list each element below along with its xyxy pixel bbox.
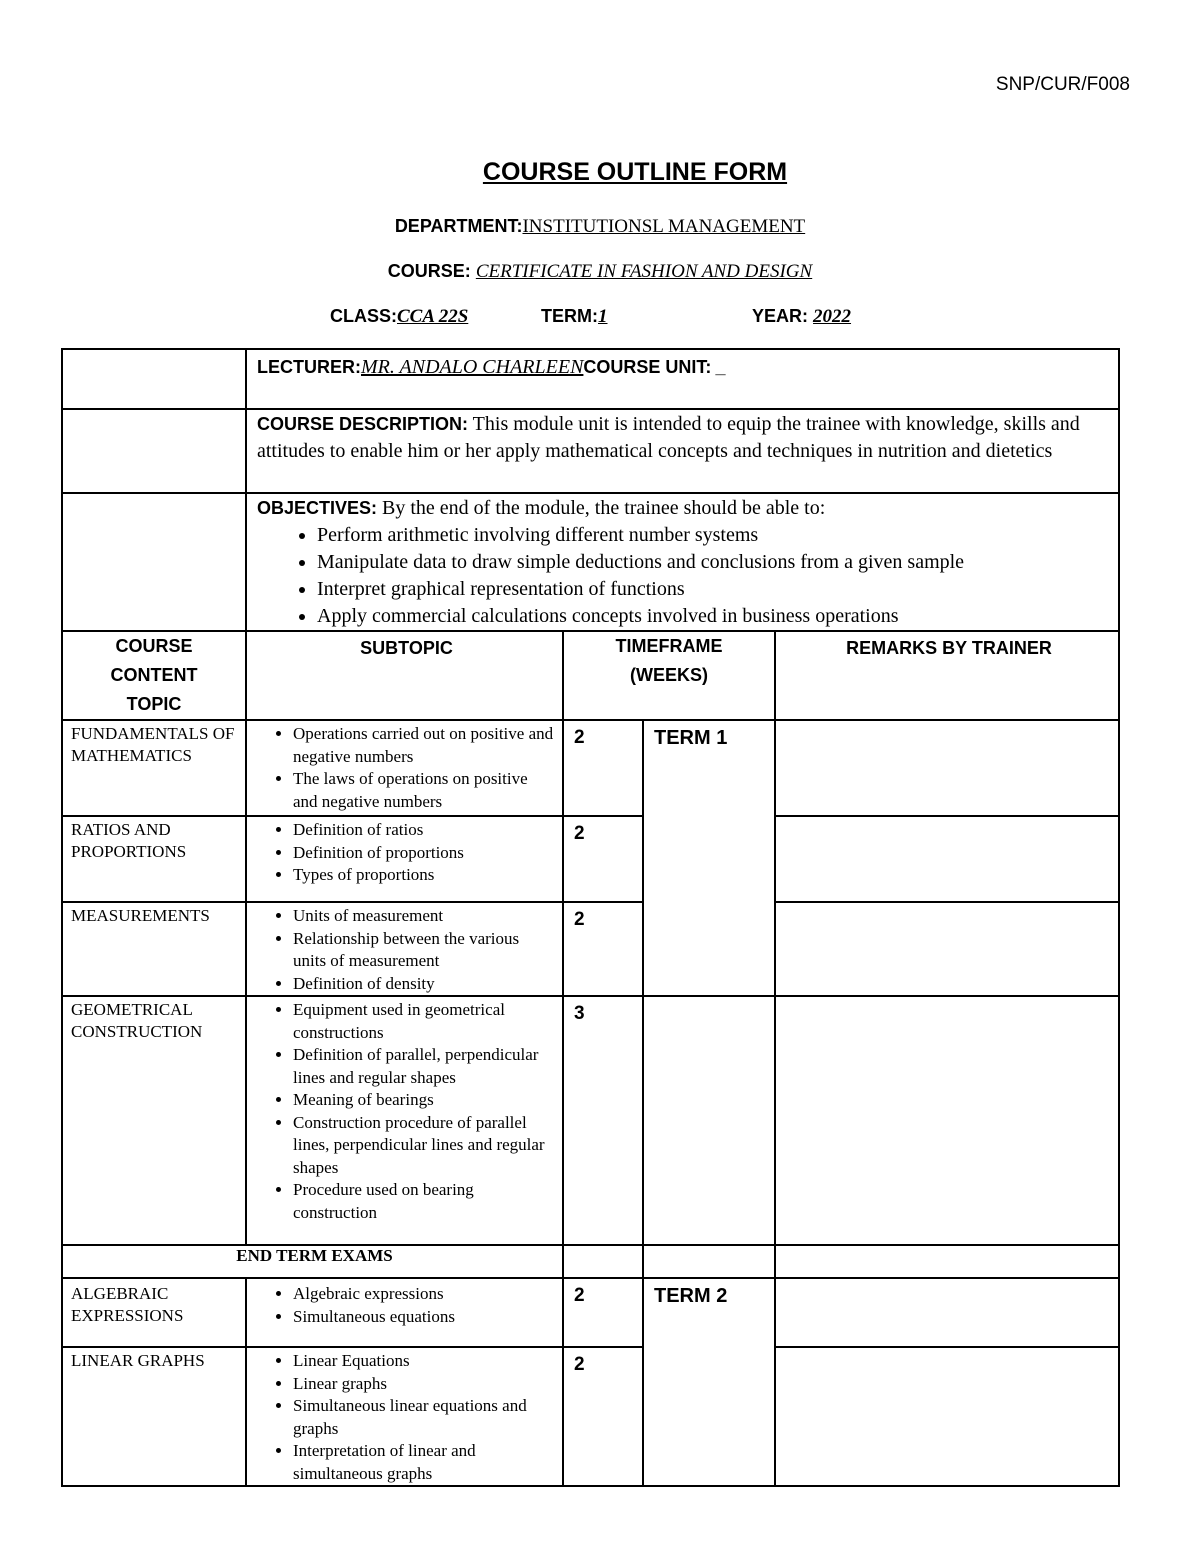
subtopic-item: • The laws of operations on positive and negative numbers: [293, 768, 556, 813]
weeks-cell: 2: [563, 1347, 643, 1486]
objective-item: • Apply commercial calculations concepts involved in business operations: [317, 603, 1112, 630]
weeks-cell: 3: [563, 996, 643, 1245]
topic-cell: RATIOS AND PROPORTIONS: [62, 816, 246, 902]
subtopic-item: • Algebraic expressions: [293, 1283, 556, 1306]
end-term-row: [62, 1245, 1119, 1278]
description-label: COURSE DESCRIPTION:: [257, 414, 469, 434]
weeks-cell: 2: [563, 720, 643, 816]
subtopic-cell: [246, 816, 563, 902]
subtopic-item: • Simultaneous linear equations and graphs: [293, 1395, 556, 1440]
weeks-cell: 2: [563, 902, 643, 996]
subtopic-list: [257, 999, 556, 1224]
remarks-cell[interactable]: [775, 720, 1119, 816]
class-value: CCA 22S: [397, 306, 469, 327]
topic-cell: LINEAR GRAPHS: [62, 1347, 246, 1486]
subtopic-item: • Linear graphs: [293, 1373, 556, 1396]
blank-cell: [62, 493, 246, 631]
subtopic-cell: [246, 902, 563, 996]
form-code: SNP/CUR/F008: [995, 74, 1130, 95]
course-label: COURSE:: [387, 261, 471, 281]
term-field: [541, 306, 608, 328]
table-row: [62, 996, 1119, 1245]
objective-item: • Perform arithmetic involving different number systems: [317, 522, 1112, 549]
topic-column-header: COURSE CONTENT TOPIC: [62, 631, 246, 720]
subtopic-item: • Units of measurement: [293, 905, 556, 928]
subtopic-list: [257, 819, 556, 887]
term-1-cell: TERM 1: [643, 720, 775, 996]
objectives-intro: By the end of the module, the trainee should be able to:: [382, 497, 826, 519]
remarks-cell[interactable]: [775, 902, 1119, 996]
course-value: CERTIFICATE IN FASHION AND DESIGN: [475, 261, 813, 282]
table-row: [62, 720, 1119, 816]
subtopic-item: • Definition of density: [293, 973, 556, 996]
course-unit-value: _: [715, 357, 726, 377]
topic-cell: ALGEBRAIC EXPRESSIONS: [62, 1278, 246, 1347]
subtopic-item: • Construction procedure of parallel lines, perpendicular lines and regular shapes: [293, 1112, 556, 1180]
description-cell: [246, 409, 1119, 493]
subtopic-item: • Procedure used on bearing construction: [293, 1179, 556, 1224]
lecturer-label: LECTURER:: [257, 357, 361, 377]
subtopic-list: [257, 1350, 556, 1485]
term-2-cell: TERM 2: [643, 1278, 775, 1486]
page-title: COURSE OUTLINE FORM: [482, 158, 788, 186]
table-row: [62, 816, 1119, 902]
term-value: 1: [598, 306, 608, 327]
objective-item: • Interpret graphical representation of functions: [317, 576, 1112, 603]
objectives-label: OBJECTIVES:: [257, 498, 378, 518]
subtopic-item: • Operations carried out on positive and negative numbers: [293, 723, 556, 768]
description-text: This module unit is intended to equip the trainee with knowledge, skills and attitudes to enable him or her apply mathematical concepts and techniques in nutrition and dietetics: [257, 413, 1080, 462]
department-line: [0, 216, 1200, 238]
year-field: [752, 306, 851, 328]
description-row: [62, 409, 1119, 493]
blank-cell: [563, 1245, 643, 1278]
end-term-label: END TERM EXAMS: [62, 1245, 563, 1278]
course-unit-label: COURSE UNIT:: [583, 357, 712, 377]
subtopic-item: • Definition of parallel, perpendicular lines and regular shapes: [293, 1044, 556, 1089]
objectives-cell: [246, 493, 1119, 631]
lecturer-cell: [246, 349, 1119, 409]
table-row: [62, 1278, 1119, 1347]
blank-cell: [643, 1245, 775, 1278]
subtopic-item: • Interpretation of linear and simultaneous graphs: [293, 1440, 556, 1485]
objectives-list: [257, 522, 1112, 630]
topic-cell: FUNDAMENTALS OF MATHEMATICS: [62, 720, 246, 816]
remarks-cell[interactable]: [775, 816, 1119, 902]
objective-item: • Manipulate data to draw simple deductions and conclusions from a given sample: [317, 549, 1112, 576]
blank-cell: [62, 409, 246, 493]
subtopic-item: • Linear Equations: [293, 1350, 556, 1373]
subtopic-column-header: SUBTOPIC: [246, 631, 563, 720]
subtopic-item: • Meaning of bearings: [293, 1089, 556, 1112]
timeframe-column-header: TIMEFRAME (WEEKS): [563, 631, 775, 720]
subtopic-cell: [246, 720, 563, 816]
blank-cell: [775, 1245, 1119, 1278]
remarks-cell[interactable]: [775, 1347, 1119, 1486]
subtopic-list: [257, 1283, 556, 1328]
subtopic-item: • Types of proportions: [293, 864, 556, 887]
subtopic-list: [257, 905, 556, 995]
subtopic-item: • Relationship between the various units of measurement: [293, 928, 556, 973]
department-label: DEPARTMENT:: [394, 216, 523, 236]
term-blank-cell: [643, 996, 775, 1245]
table-row: [62, 902, 1119, 996]
subtopic-item: • Equipment used in geometrical constructions: [293, 999, 556, 1044]
course-line: [0, 261, 1200, 283]
department-value: INSTITUTIONSL MANAGEMENT: [522, 216, 806, 237]
subtopic-item: • Definition of ratios: [293, 819, 556, 842]
term-label: TERM:: [541, 306, 598, 326]
topic-cell: GEOMETRICAL CONSTRUCTION: [62, 996, 246, 1245]
course-outline-table: [61, 348, 1120, 1487]
subtopic-cell: [246, 1347, 563, 1486]
lecturer-row: [62, 349, 1119, 409]
remarks-cell[interactable]: [775, 996, 1119, 1245]
class-field: [330, 306, 468, 328]
blank-cell: [62, 349, 246, 409]
weeks-cell: 2: [563, 1278, 643, 1347]
topic-cell: MEASUREMENTS: [62, 902, 246, 996]
subtopic-cell: [246, 996, 563, 1245]
class-label: CLASS:: [330, 306, 397, 326]
lecturer-value: MR. ANDALO CHARLEEN: [361, 356, 584, 378]
year-label: YEAR:: [752, 306, 809, 326]
subtopic-item: • Simultaneous equations: [293, 1306, 556, 1329]
column-header-row: [62, 631, 1119, 720]
year-value: 2022: [813, 306, 852, 327]
subtopic-cell: [246, 1278, 563, 1347]
remarks-column-header: REMARKS BY TRAINER: [775, 631, 1119, 720]
objectives-row: [62, 493, 1119, 631]
table-row: [62, 1347, 1119, 1486]
weeks-cell: 2: [563, 816, 643, 902]
subtopic-list: [257, 723, 556, 813]
subtopic-item: • Definition of proportions: [293, 842, 556, 865]
remarks-cell[interactable]: [775, 1278, 1119, 1347]
